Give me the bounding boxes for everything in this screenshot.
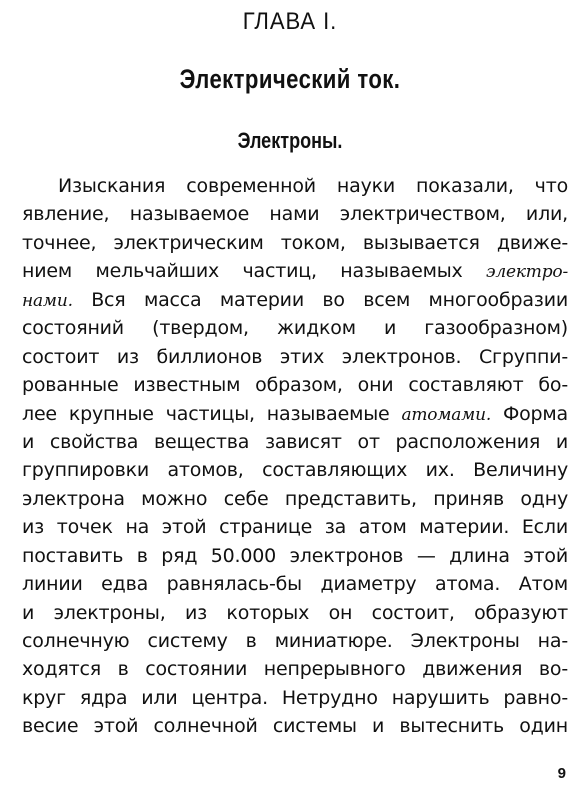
line-text: круг ядра или центра. Нетрудно нарушить равно- xyxy=(22,686,568,709)
text-line xyxy=(22,542,568,570)
line-text: поставить в ряд 50.000 электронов — длина этой xyxy=(22,544,568,567)
line-text: точнее, электрическим током, вызывается движе- xyxy=(22,231,568,254)
line-text: солнечную систему в миниатюре. Электроны на- xyxy=(22,630,568,652)
line-text: явление, называемое нами электричеством, или, xyxy=(22,203,568,226)
italic-term: атомами. xyxy=(401,404,492,425)
line-text: состоит из биллионов этих электронов. Сгруппи- xyxy=(22,345,568,368)
text-line xyxy=(22,257,568,285)
text-line xyxy=(22,655,568,683)
line-text: из точек на этой странице за атом материи. Если xyxy=(22,516,568,539)
text-line xyxy=(22,343,568,371)
line-text: весие этой солнечной системы и вытеснить один xyxy=(22,715,568,738)
text-line xyxy=(22,229,568,257)
subsection-title: Электроны. xyxy=(237,128,343,153)
text-line xyxy=(22,599,568,627)
text-line xyxy=(22,684,568,712)
text-line xyxy=(22,400,568,428)
text-line xyxy=(22,200,568,228)
line-text: Форма xyxy=(491,402,568,425)
italic-term: электро- xyxy=(486,262,568,283)
text-line xyxy=(22,627,568,655)
text-line xyxy=(22,570,568,598)
text-line xyxy=(22,314,568,342)
text-line xyxy=(22,513,568,541)
chapter-heading: ГЛАВА I. xyxy=(242,8,338,35)
line-text: электрона можно себе представить, приняв одну xyxy=(22,487,568,510)
page-number: 9 xyxy=(557,765,566,782)
line-text: Изыскания современной науки показали, что xyxy=(58,175,568,197)
section-title: Электрический ток. xyxy=(179,64,401,94)
line-text: и свойства вещества зависят от расположения и xyxy=(22,430,568,453)
text-line xyxy=(22,172,568,200)
line-text: рованные известным образом, они составляют бо- xyxy=(22,374,568,397)
text-line xyxy=(22,485,568,513)
line-text: лее крупные частицы, называемые xyxy=(22,402,402,425)
line-text: ходятся в состоянии непрерывного движения во- xyxy=(22,658,568,681)
italic-term: нами. xyxy=(22,290,73,311)
line-text: линии едва равнялась-бы диаметру атома. Атом xyxy=(22,573,568,596)
line-text: группировки атомов, составляющих их. Величину xyxy=(22,459,568,482)
text-line xyxy=(22,428,568,456)
text-line xyxy=(22,286,568,314)
text-line xyxy=(22,712,568,740)
body-paragraph xyxy=(22,172,568,741)
text-line xyxy=(22,371,568,399)
line-text: и электроны, из которых он состоит, образуют xyxy=(22,601,568,624)
line-text: состояний (твердом, жидком и газообразном) xyxy=(22,317,568,340)
line-text: Вся масса материи во всем многообразии xyxy=(72,288,568,311)
line-text: нием мельчайших частиц, называемых xyxy=(22,260,487,283)
text-line xyxy=(22,456,568,484)
